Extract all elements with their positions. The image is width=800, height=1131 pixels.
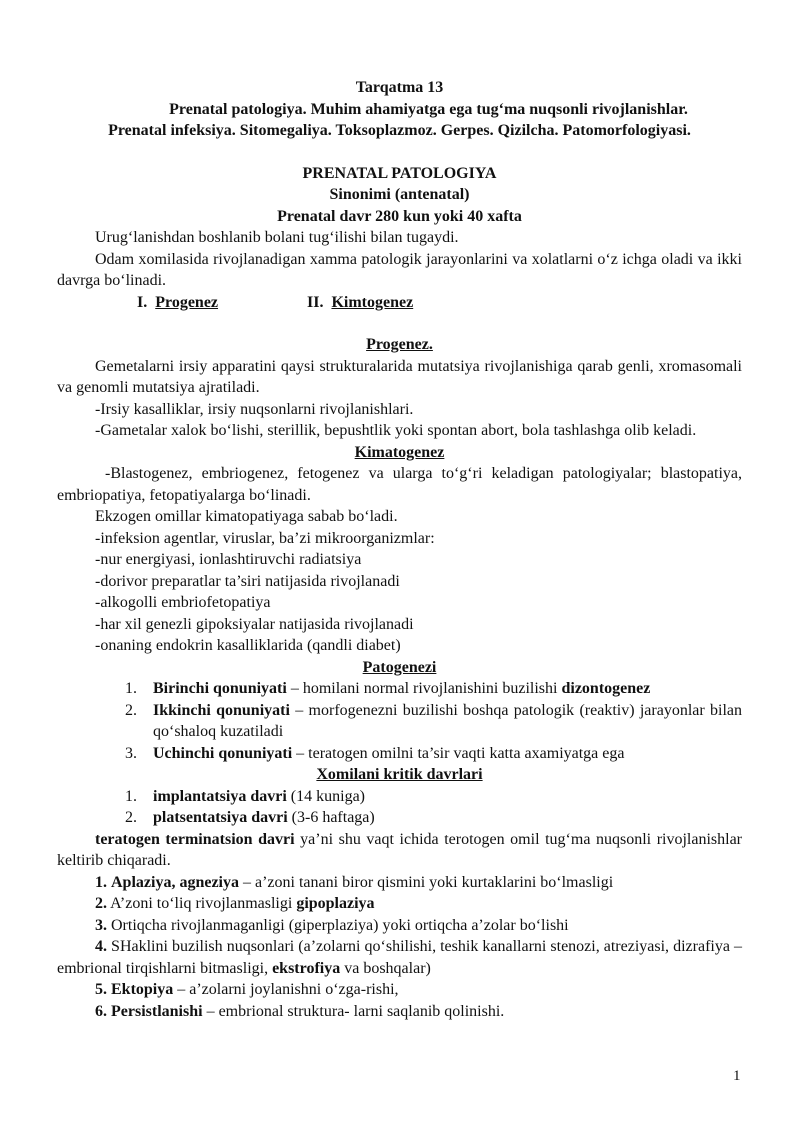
- paragraph: -Irsiy kasalliklar, irsiy nuqsonlarni rivojlanishlari.: [95, 400, 414, 418]
- period-1: I. Progenez: [137, 293, 219, 311]
- list-item: -nur energiyasi, ionlashtiruvchi radiatsiya: [95, 551, 362, 568]
- critical-heading: Xomilani kritik davrlari: [316, 766, 483, 783]
- periods-line: [57, 292, 742, 314]
- list-item: -infeksion agentlar, viruslar, ba’zi mikroorganizmlar:: [95, 529, 435, 547]
- list-item: -dorivor preparatlar ta’siri natijasida rivojlanadi: [95, 572, 400, 590]
- paragraph: Urug‘lanishdan boshlanib bolani tug‘ilishi bilan tugaydi.: [95, 229, 459, 246]
- section-subheading-2: Prenatal davr 280 kun yoki 40 xafta: [277, 207, 522, 225]
- defect-item-4: 4. SHaklini buzilish nuqsonlari (a’zolarni qo‘shilishi, teshik kanallarni stenozi, atreziyasi, dizrafiya – embrional tirqishlarni bitmasligi, ekstrofiya va boshqalar): [57, 938, 742, 977]
- paragraph: teratogen terminatsion davri ya’ni shu vaqt ichida terotogen omil tug‘ma nuqsonli rivojlanishlar keltirib chiqaradi.: [57, 830, 743, 869]
- critical-item-2: 2. platsentatsiya davri (3-6 haftaga): [125, 809, 375, 826]
- critical-item-1: 1. implantatsiya davri (14 kuniga): [125, 787, 365, 805]
- list-item: -onaning endokrin kasalliklarida (qandli diabet): [95, 637, 401, 654]
- handout-number: Tarqatma 13: [355, 79, 444, 96]
- section-subheading-1: Sinonimi (antenatal): [329, 186, 470, 203]
- defect-item-1: 1. Aplaziya, agneziya – a’zoni tanani biror qismini yoki kurtaklarini bo‘lmasligi: [95, 873, 614, 891]
- period-2: II. Kimtogenez: [307, 293, 414, 311]
- patogenez-item-2: 2. Ikkinchi qonuniyati – morfogenezni buzilishi boshqa patologik (reaktiv) jarayonlar bilan qo‘shaloq kuzatiladi: [125, 701, 743, 740]
- paragraph: Odam xomilasida rivojlanadigan xamma patologik jarayonlarini va xolatlarni o‘z ichga oladi va ikki davrga bo‘linadi.: [57, 250, 742, 289]
- patogenez-item-3: 3. Uchinchi qonuniyati – teratogen omilni ta’sir vaqti katta axamiyatga ega: [125, 744, 625, 762]
- patogenez-item-1: 1. Birinchi qonuniyati – homilani normal rivojlanishini buzilishi dizontogenez: [125, 680, 651, 697]
- progenez-heading: Progenez.: [366, 336, 433, 353]
- list-item: -alkogolli embriofetopatiya: [95, 594, 271, 611]
- document-page: [57, 77, 742, 1022]
- title-line-2: Prenatal infeksiya. Sitomegaliya. Toksoplazmoz. Gerpes. Qizilcha. Patomorfologiyasi.: [108, 122, 691, 139]
- defect-item-5: 5. Ektopiya – a’zolarni joylanishni o‘zga-rishi,: [95, 981, 399, 998]
- section-heading: PRENATAL PATOLOGIYA: [302, 164, 497, 182]
- paragraph: Gemetalarni irsiy apparatini qaysi strukturalarida mutatsiya rivojlanishiga qarab genli, xromasomali va genomli mutatsiya ajratiladi.: [57, 357, 742, 396]
- title-line-1: Prenatal patologiya. Muhim ahamiyatga ega tug‘ma nuqsonli rivojlanishlar.: [169, 100, 688, 118]
- paragraph: Ekzogen omillar kimatopatiyaga sabab bo‘ladi.: [95, 508, 398, 525]
- defect-item-2: 2. A’zoni to‘liq rivojlanmasligi gipoplaziya: [95, 895, 375, 912]
- kimatogenez-heading: Kimatogenez: [354, 443, 445, 461]
- paragraph: -Gametalar xalok bo‘lishi, sterillik, bepushtlik yoki spontan abort, bola tashlashga olib keladi.: [95, 422, 697, 439]
- patogenezi-heading: Patogenezi: [362, 658, 437, 676]
- defect-item-3: 3. Ortiqcha rivojlanmaganligi (giperplaziya) yoki ortiqcha a’zolar bo‘lishi: [95, 916, 569, 934]
- defect-item-6: 6. Persistlanishi – embrional struktura- larni saqlanib qolinishi.: [95, 1002, 505, 1020]
- paragraph: -Blastogenez, embriogenez, fetogenez va ularga to‘g‘ri keladigan patologiyalar; blastopatiya, embriopatiya, fetopatiyalarga bo‘linadi.: [57, 465, 742, 504]
- page-number: 1: [733, 1068, 741, 1084]
- list-item: -har xil genezli gipoksiyalar natijasida rivojlanadi: [95, 615, 414, 633]
